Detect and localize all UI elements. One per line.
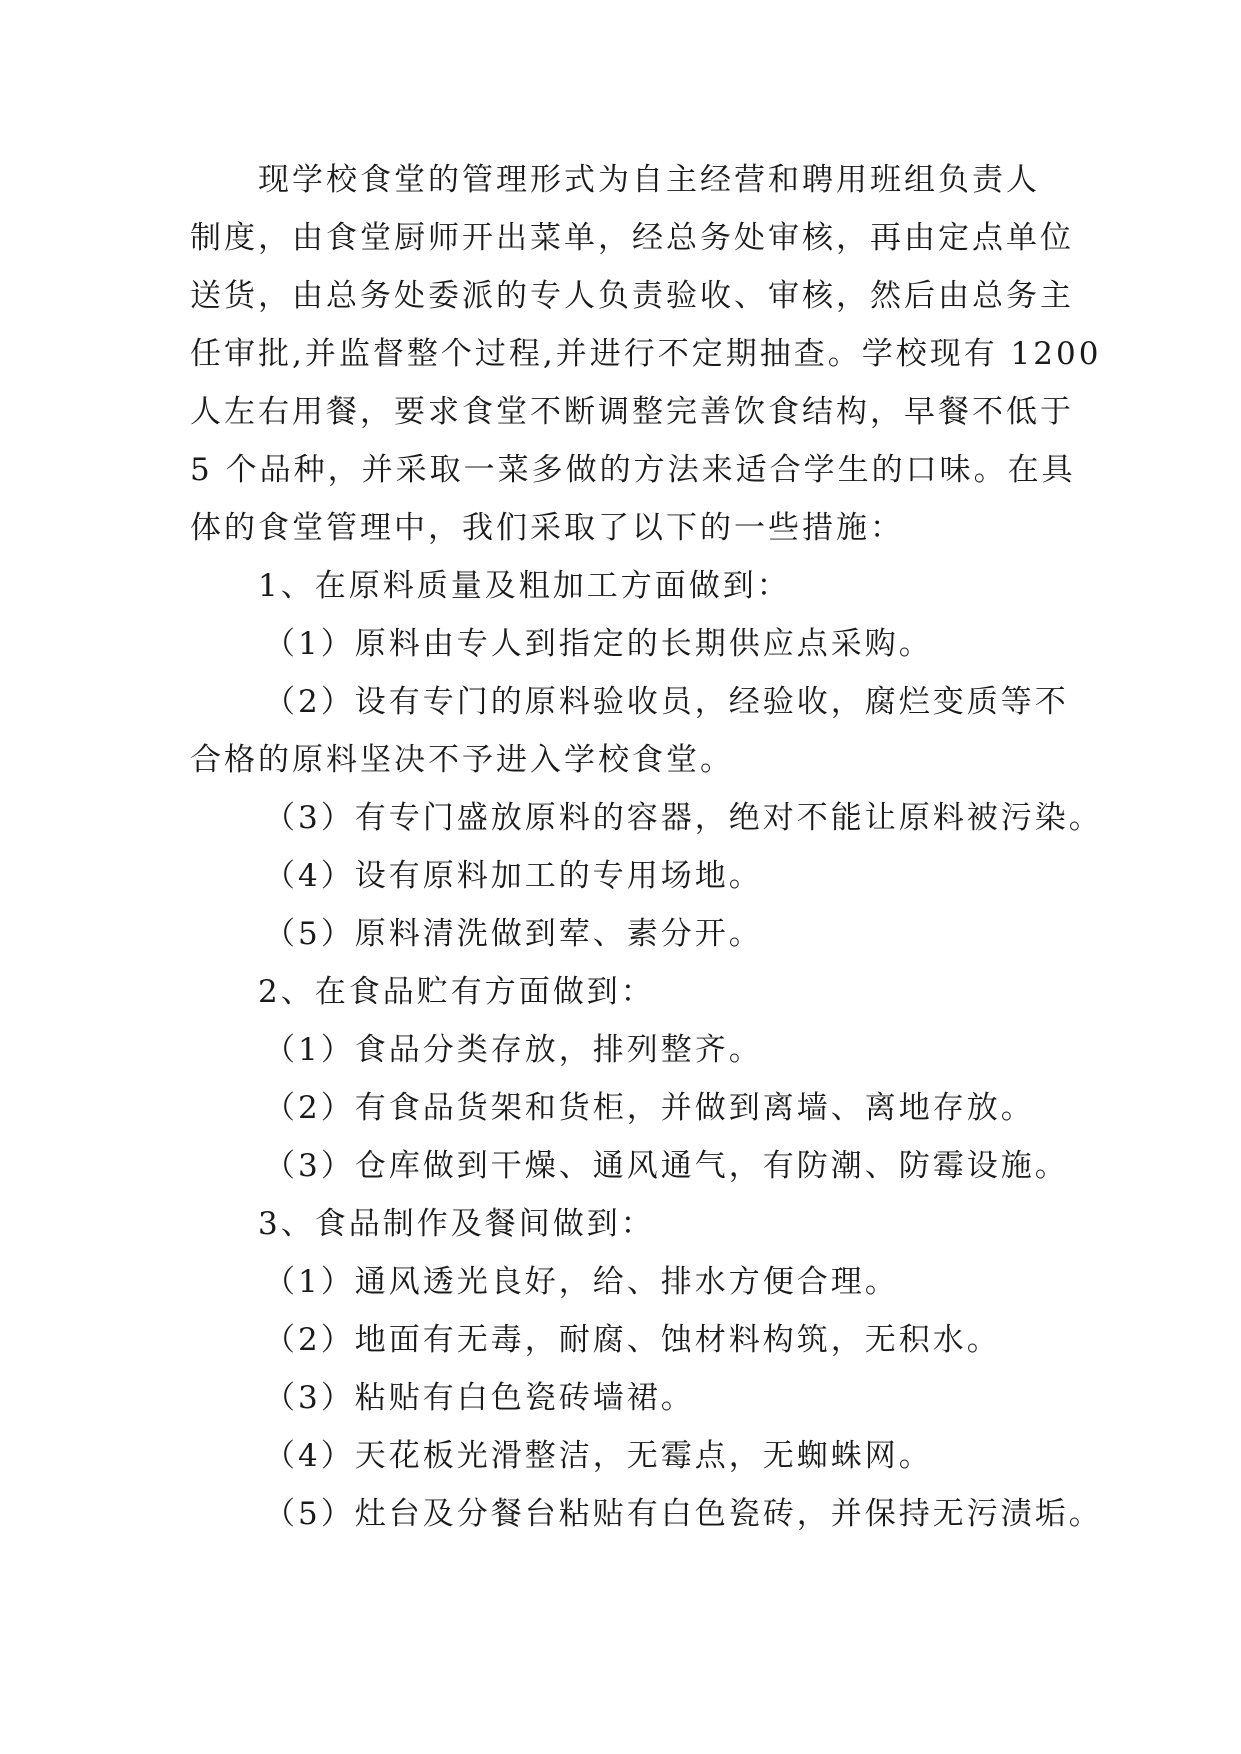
paragraph-line: 5 个品种，并采取一菜多做的方法来适合学生的口味。在具 bbox=[190, 452, 1076, 488]
paragraph-line: 制度，由食堂厨师开出菜单，经总务处审核，再由定点单位 bbox=[190, 220, 1074, 256]
section-heading: 3、食品制作及餐间做到： bbox=[258, 1206, 655, 1242]
list-item: （5）原料清洗做到荤、素分开。 bbox=[264, 916, 763, 952]
list-item: （2）设有专门的原料验收员，经验收，腐烂变质等不 bbox=[264, 684, 1069, 720]
list-item: （2）有食品货架和货柜，并做到离墙、离地存放。 bbox=[264, 1090, 1035, 1126]
list-item-continuation: 合格的原料坚决不予进入学校食堂。 bbox=[190, 742, 734, 778]
list-item: （1）通风透光良好，给、排水方便合理。 bbox=[264, 1264, 899, 1300]
paragraph-line: 人左右用餐，要求食堂不断调整完善饮食结构，早餐不低于 bbox=[190, 394, 1074, 430]
paragraph-line: 任审批,并监督整个过程,并进行不定期抽查。学校现有 1200 bbox=[190, 336, 1102, 372]
paragraph-line: 体的食堂管理中，我们采取了以下的一些措施： bbox=[190, 510, 904, 546]
paragraph-line: 现学校食堂的管理形式为自主经营和聘用班组负责人 bbox=[258, 162, 1040, 198]
list-item: （3）有专门盛放原料的容器，绝对不能让原料被污染。 bbox=[264, 800, 1103, 836]
paragraph-line: 送货，由总务处委派的专人负责验收、审核，然后由总务主 bbox=[190, 278, 1074, 314]
list-item: （3）仓库做到干燥、通风通气，有防潮、防霉设施。 bbox=[264, 1148, 1069, 1184]
list-item: （1）食品分类存放，排列整齐。 bbox=[264, 1032, 763, 1068]
list-item: （2）地面有无毒，耐腐、蚀材料构筑，无积水。 bbox=[264, 1322, 1001, 1358]
section-heading: 2、在食品贮有方面做到： bbox=[258, 974, 655, 1010]
list-item: （4）天花板光滑整洁，无霉点，无蜘蛛网。 bbox=[264, 1438, 933, 1474]
section-heading: 1、在原料质量及粗加工方面做到： bbox=[258, 568, 791, 604]
list-item: （1）原料由专人到指定的长期供应点采购。 bbox=[264, 626, 933, 662]
list-item: （3）粘贴有白色瓷砖墙裙。 bbox=[264, 1380, 695, 1416]
list-item: （5）灶台及分餐台粘贴有白色瓷砖，并保持无污渍垢。 bbox=[264, 1496, 1103, 1532]
list-item: （4）设有原料加工的专用场地。 bbox=[264, 858, 763, 894]
